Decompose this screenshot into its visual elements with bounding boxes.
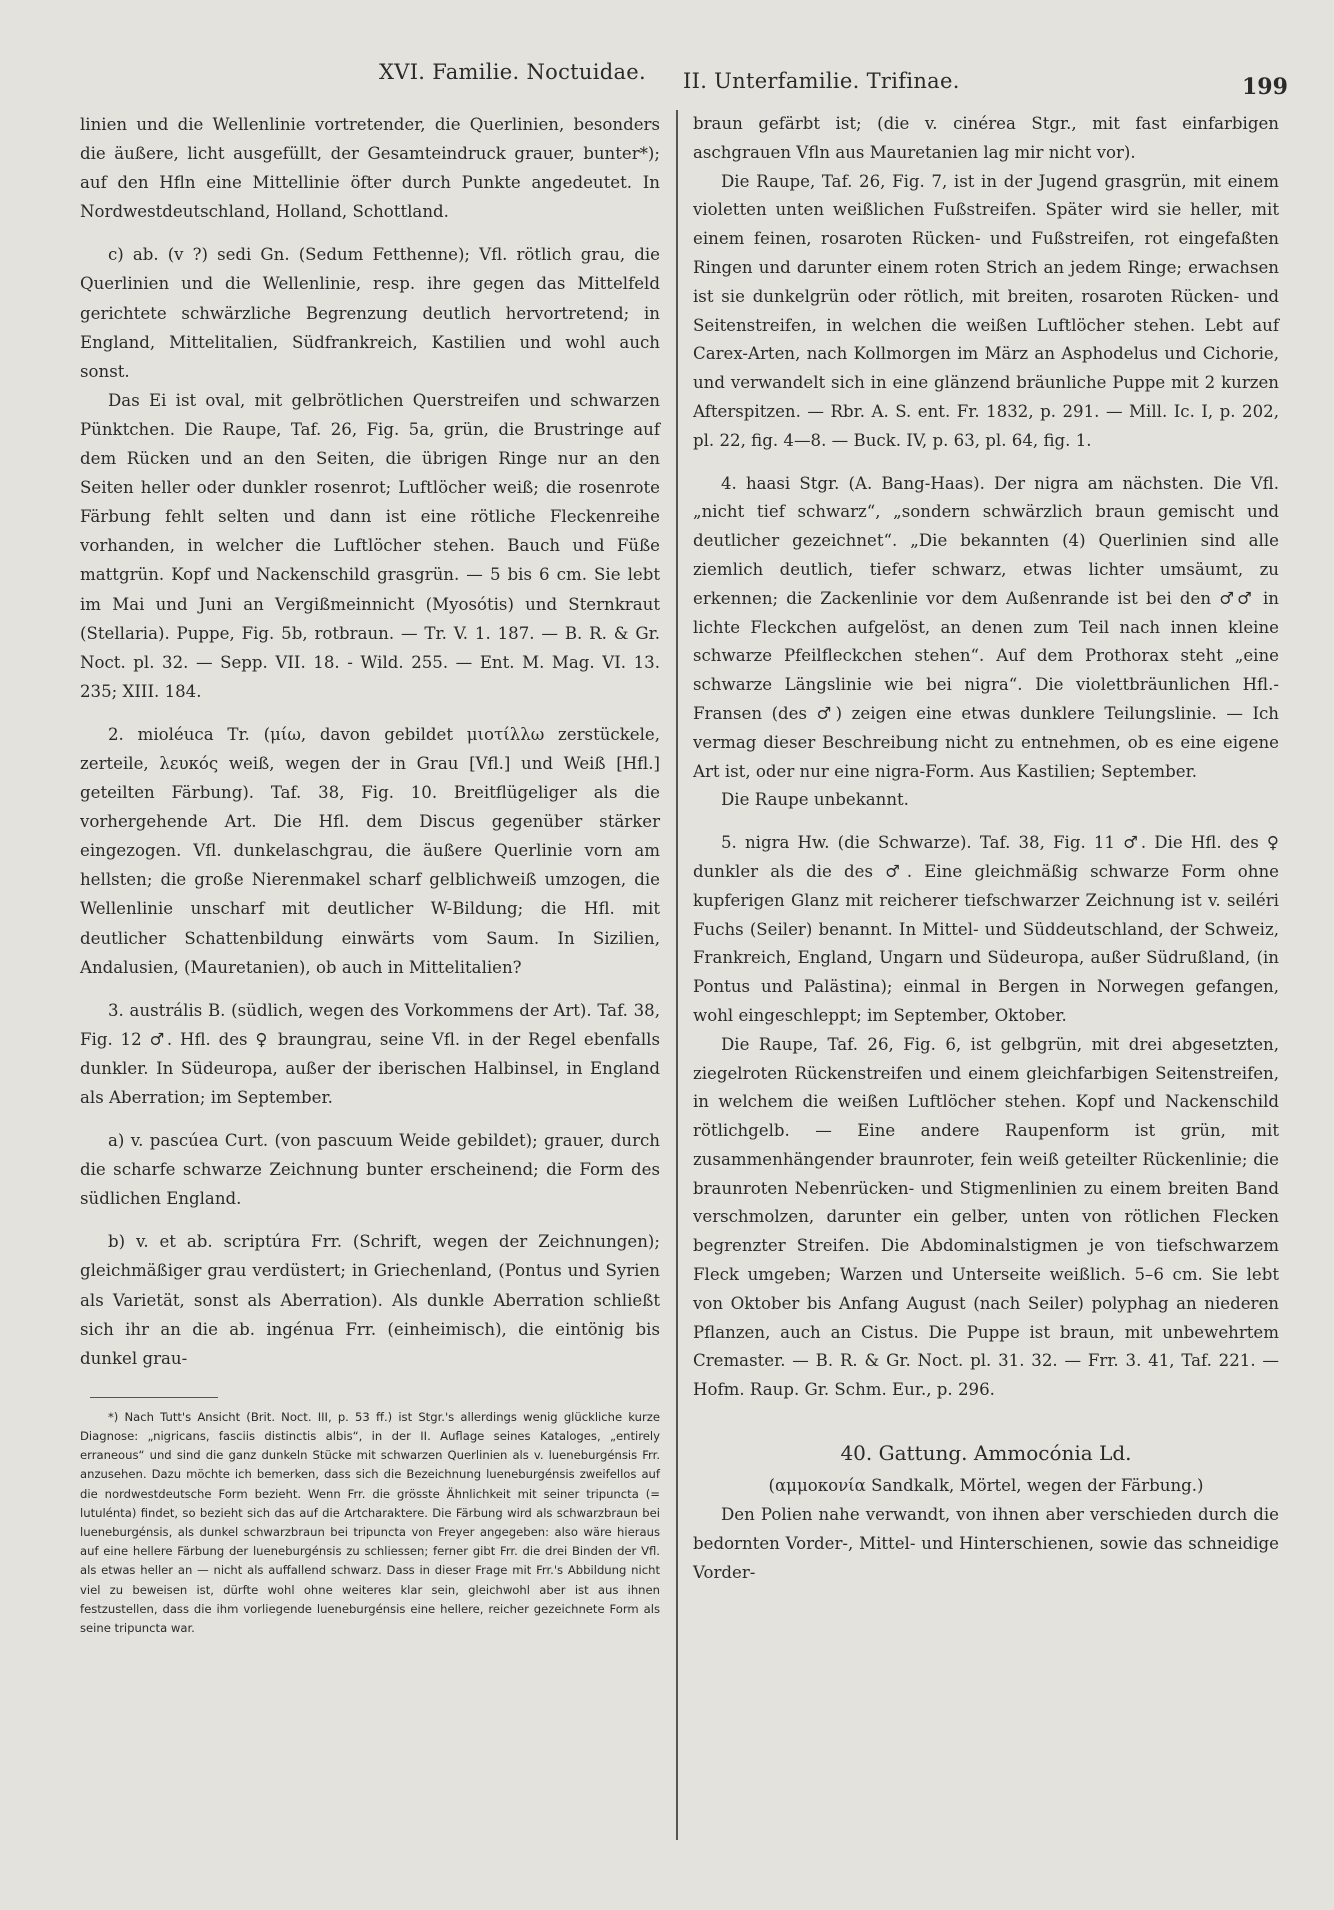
genus-etymology: (αμμοκονία Sandkalk, Mörtel, wegen der Färbung.): [768, 1476, 1204, 1496]
running-header-right: II. Unterfamilie. Trifinae.: [683, 69, 960, 93]
paragraph-australis: 3. austrális B. (südlich, wegen des Vorkommens der Art). Taf. 38, Fig. 12 ♂. Hfl. des ♀ braungrau, seine Vfl. in der Regel ebenfalls dunkler. In Südeuropa, außer der iberischen Halbinsel, in England als Aberration; im September.: [80, 1000, 660, 1107]
paragraph-continuation: linien und die Wellenlinie vortretender, die Querlinien, besonders die äußere, licht ausgefüllt, der Gesamteindruck grauer, bunter*); auf den Hfln eine Mittellinie öfter durch Punkte angedeutet. In Nordwestdeutschland, Holland, Schottland.: [80, 115, 660, 222]
paragraph-haasi: 4. haasi Stgr. (A. Bang-Haas). Der nigra am nächsten. Die Vfl. „nicht tief schwarz“, „sondern schwärzlich braun gemischt und deutlicher gezeichnet“. „Die bekannten (4) Querlinien sind alle ziemlich deutlich, tiefer schwarz, etwas lichter umsäumt, zu erkennen; die Zackenlinie vor dem Außenrande ist bei den ♂♂ in lichte Fleckchen aufgelöst, an denen zum Teil nach innen kleine schwarze Pfeilfleckchen stehen“. Auf dem Prothorax steht „eine schwarze Längslinie wie bei nigra“. Die violettbräunlichen Hfl.-Fransen (des ♂) zeigen eine etwas dunklere Teilungslinie. — Ich vermag dieser Beschreibung nicht zu entnehmen, ob es eine eigene Art ist, oder nur eine nigra-Form. Aus Kastilien; September.: [693, 473, 1279, 781]
paragraph-v-scriptura: b) v. et ab. scriptúra Frr. (Schrift, wegen der Zeichnungen); gleichmäßiger grau verdüstert; in Griechenland, (Pontus und Syrien als Varietät, sonst als Aberration). Als dunkle Aberration schließt sich ihr an die ab. ingénua Frr. (einheimisch), die eintönig bis dunkel grau-: [80, 1232, 660, 1368]
page-number: 199: [1242, 74, 1288, 100]
paragraph-larva-unknown: Die Raupe unbekannt.: [721, 790, 909, 810]
paragraph-genus-description: Den Polien nahe verwandt, von ihnen aber verschieden durch die bedornten Vorder-, Mittel- und Hinterschienen, sowie das schneidige Vorder-: [693, 1505, 1279, 1582]
footnote: *) Nach Tutt's Ansicht (Brit. Noct. III, p. 53 ff.) ist Stgr.'s allerdings wenig glückliche kurze Diagnose: „nigricans, fasciis distinctis albis“, in der II. Auflage seines Kataloges, „entirely erraneous“ und sind die ganz dunkeln Stücke mit schwarzen Querlinien als v. lueneburgénsis Frr. anzusehen. Dazu möchte ich bemerken, dass sich die Bezeichnung lueneburgénsis zweifellos auf die nordwestdeutsche Form bezieht. Wenn Frr. die grösste Ähnlichkeit mit seiner tripuncta (= lutulénta) findet, so bezieht sich das auf die Artcharaktere. Die Färbung wird als schwarzbraun bei lueneburgénsis, als dunkel schwarzbraun bei tripuncta von Freyer angegeben: also wäre hieraus auf eine hellere Färbung der lueneburgénsis zu schliessen; ferner gibt Frr. die drei Binden der Vfl. als etwas heller an — nicht als auffallend schwarz. Dass in dieser Frage mit Frr.'s Abbildung nicht viel zu beweisen ist, dürfte wohl ohne weiteres klar sein, gleichwohl aber ist aus ihnen festzustellen, dass die ihm vorliegende lueneburgénsis eine hellere, reicher gezeichnete Form als seine tripuncta war.: [80, 1409, 660, 1636]
paragraph-egg-larva: Das Ei ist oval, mit gelbrötlichen Querstreifen und schwarzen Pünktchen. Die Raupe, Taf. 26, Fig. 5a, grün, die Brustringe auf dem Rücken und an den Seiten, die übrigen Ringe nur an den Seiten heller oder dunkler rosenrot; Luftlöcher weiß; die rosenrote Färbung fehlt selten und dann ist eine rötliche Fleckenreihe vorhanden, in welcher die Luftlöcher stehen. Bauch und Füße mattgrün. Kopf und Nackenschild grasgrün. — 5 bis 6 cm. Sie lebt im Mai und Juni an Vergißmeinnicht (Myosótis) und Sternkraut (Stellaria). Puppe, Fig. 5b, rotbraun. — Tr. V. 1. 187. — B. R. & Gr. Noct. pl. 32. — Sepp. VII. 18. - Wild. 255. — Ent. M. Mag. VI. 13. 235; XIII. 184.: [80, 390, 660, 701]
left-column: [80, 110, 660, 1638]
footnote-rule: [90, 1397, 218, 1398]
paragraph-continuation-right: braun gefärbt ist; (die v. cinérea Stgr., mit fast einfarbigen aschgrauen Vfln aus Mauretanien lag mir nicht vor).: [693, 114, 1279, 162]
right-column: [693, 110, 1279, 1587]
paragraph-larva-nigra: Die Raupe, Taf. 26, Fig. 6, ist gelbgrün, mit drei abgesetzten, ziegelroten Rückenstreifen und einem gleichfarbigen Seitenstreifen, in welchem die weißen Luftlöcher stehen. Kopf und Nackenschild rötlichgelb. — Eine andere Raupenform ist grün, mit zusammenhängender braunroter, fein weiß geteilter Rückenlinie; die braunroten Nebenrücken- und Stigmenlinien zu einem breiten Band verschmolzen, darunter ein gelber, unten von rötlichen Flecken begrenzter Streifen. Die Abdominalstigmen je von tiefschwarzem Fleck umgeben; Warzen und Unterseite weißlich. 5–6 cm. Sie lebt von Oktober bis Anfang August (nach Seiler) polyphag an niederen Pflanzen, auch an Cistus. Die Puppe ist braun, mit unbewehrtem Cremaster. — B. R. & Gr. Noct. pl. 31. 32. — Frr. 3. 41, Taf. 221. — Hofm. Raup. Gr. Schm. Eur., p. 296.: [693, 1034, 1279, 1400]
paragraph-nigra: 5. nigra Hw. (die Schwarze). Taf. 38, Fig. 11 ♂. Die Hfl. des ♀ dunkler als die des ♂. Eine gleichmäßig schwarze Form ohne kupferigen Glanz mit reicherer tiefschwarzer Zeichnung ist v. seiléri Fuchs (Seiler) benannt. In Mittel- und Süddeutschland, der Schweiz, Frankreich, England, Ungarn und Südeuropa, außer Südrußland, (in Pontus und Palästina); einmal in Bergen in Norwegen gefangen, wohl eingeschleppt; im September, Oktober.: [693, 833, 1279, 1025]
paragraph-mioleuca: 2. mioléuca Tr. (μίω, davon gebildet μιοτίλλω zerstückele, zerteile, λευκός weiß, wegen der in Grau [Vfl.] und Weiß [Hfl.] geteilten Färbung). Taf. 38, Fig. 10. Breitflügeliger als die vorhergehende Art. Die Hfl. dem Discus gegenüber stärker eingezogen. Vfl. dunkelaschgrau, die äußere Querlinie vorn am hellsten; die große Nierenmakel scharf gelblichweiß umzogen, die Wellenlinie unscharf mit deutlicher W-Bildung; die Hfl. mit deutlicher Schattenbildung einwärts vom Saum. In Sizilien, Andalusien, (Mauretanien), ob auch in Mittelitalien?: [80, 724, 660, 977]
genus-heading: 40. Gattung. Ammocónia Ld.: [840, 1441, 1132, 1466]
column-divider: [676, 110, 678, 1840]
running-header-left: XVI. Familie. Noctuidae.: [379, 60, 646, 84]
paragraph-ab-sedi: c) ab. (v ?) sedi Gn. (Sedum Fetthenne); Vfl. rötlich grau, die Querlinien und die Wellenlinie, resp. ihre gegen das Mittelfeld gerichtete schwärzliche Begrenzung deutlich hervortretend; in England, Mittelitalien, Südfrankreich, Kastilien und wohl auch sonst.: [80, 245, 660, 381]
paragraph-larva-australis: Die Raupe, Taf. 26, Fig. 7, ist in der Jugend grasgrün, mit einem violetten unten weißlichen Fußstreifen. Später wird sie heller, mit einem feinen, rosaroten Rücken- und Fußstreifen, rot eingefaßten Ringen und darunter einem roten Strich an jedem Ringe; erwachsen ist sie dunkelgrün oder rötlich, mit breiten, rosaroten Rücken- und Seitenstreifen, in welchen die weißen Luftlöcher stehen. Lebt auf Carex-Arten, nach Kollmorgen im März an Asphodelus und Cichorie, und verwandelt sich in eine glänzend bräunliche Puppe mit 2 kurzen Afterspitzen. — Rbr. A. S. ent. Fr. 1832, p. 291. — Mill. Ic. I, p. 202, pl. 22, fig. 4—8. — Buck. IV, p. 63, pl. 64, fig. 1.: [693, 171, 1279, 450]
paragraph-v-pascuea: a) v. pascúea Curt. (von pascuum Weide gebildet); grauer, durch die scharfe schwarze Zeichnung bunter erscheinend; die Form des südlichen England.: [80, 1131, 660, 1209]
